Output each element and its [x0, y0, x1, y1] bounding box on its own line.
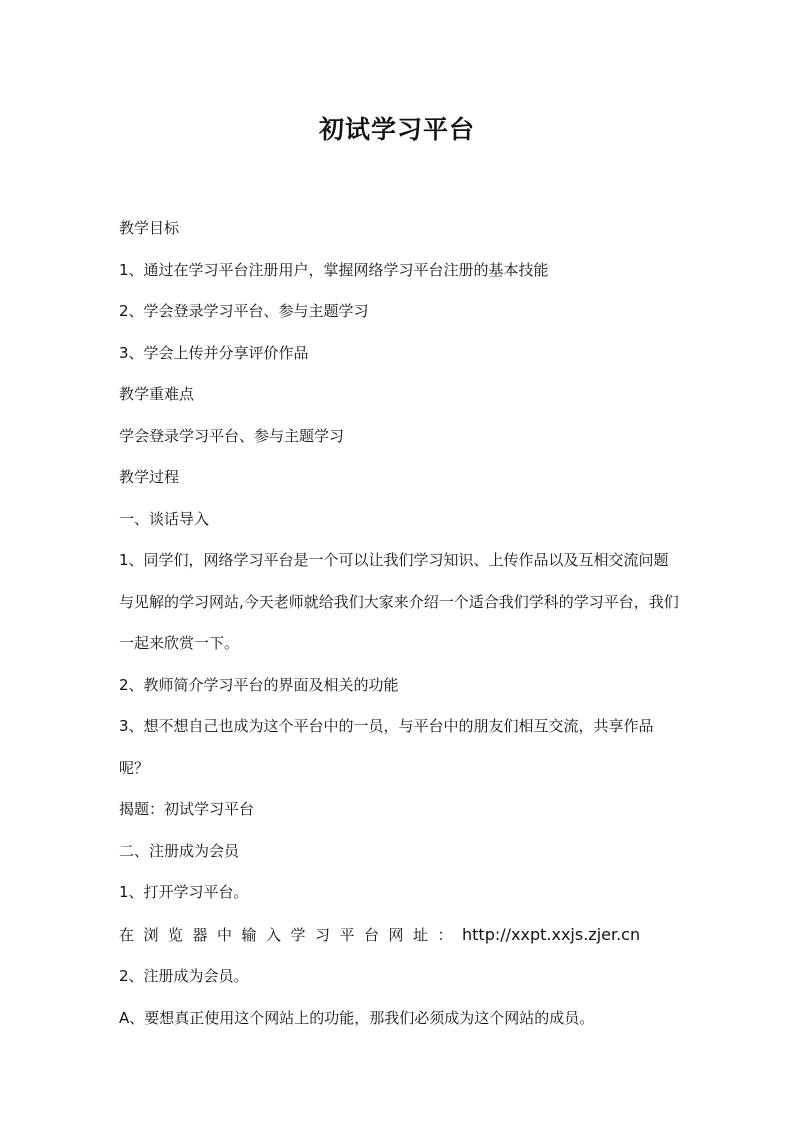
- platform-url: http://xxpt.xxjs.zjer.cn: [462, 924, 641, 944]
- key-difficulty-text: 学会登录学习平台、参与主题学习: [119, 426, 345, 445]
- document-body: [119, 208, 679, 1039]
- goal-item-3: 3、学会上传并分享评价作品: [119, 343, 309, 362]
- goal-item-2: 2、学会登录学习平台、参与主题学习: [119, 302, 369, 320]
- goal-item-1: 1、通过在学习平台注册用户，掌握网络学习平台注册的基本技能: [119, 260, 549, 279]
- step-a-become-member: A、要想真正使用这个网站上的功能，那我们必须成为这个网站的成员。: [119, 1008, 595, 1027]
- page-title: 初试学习平台: [318, 115, 475, 144]
- url-instruction-text: 在浏览器中输入学习平台网址：: [119, 925, 463, 944]
- section-two-heading: 二、注册成为会员: [119, 841, 240, 860]
- topic-reveal: 揭题：初试学习平台: [119, 800, 255, 818]
- heading-key-difficulties: 教学重难点: [119, 385, 195, 403]
- intro-paragraph-3: 3、想不想自己也成为这个平台中的一员，与平台中的朋友们相互交流，共享作品呢？: [119, 717, 654, 777]
- intro-paragraph-1: 1、同学们，网络学习平台是一个可以让我们学习知识、上传作品以及互相交流问题与见解的学习网站,今天老师就给我们大家来介绍一个适合我们学科的学习平台，我们一起来欣赏一下。: [119, 551, 679, 652]
- step-register-member: 2、注册成为会员。: [119, 967, 249, 985]
- url-instruction-line: [119, 914, 679, 957]
- step-open-platform: 1、打开学习平台。: [119, 883, 249, 901]
- heading-teaching-process: 教学过程: [119, 468, 180, 486]
- heading-teaching-goals: 教学目标: [119, 219, 180, 237]
- intro-paragraph-2: 2、教师简介学习平台的界面及相关的功能: [119, 675, 399, 694]
- section-one-heading: 一、谈话导入: [119, 509, 210, 528]
